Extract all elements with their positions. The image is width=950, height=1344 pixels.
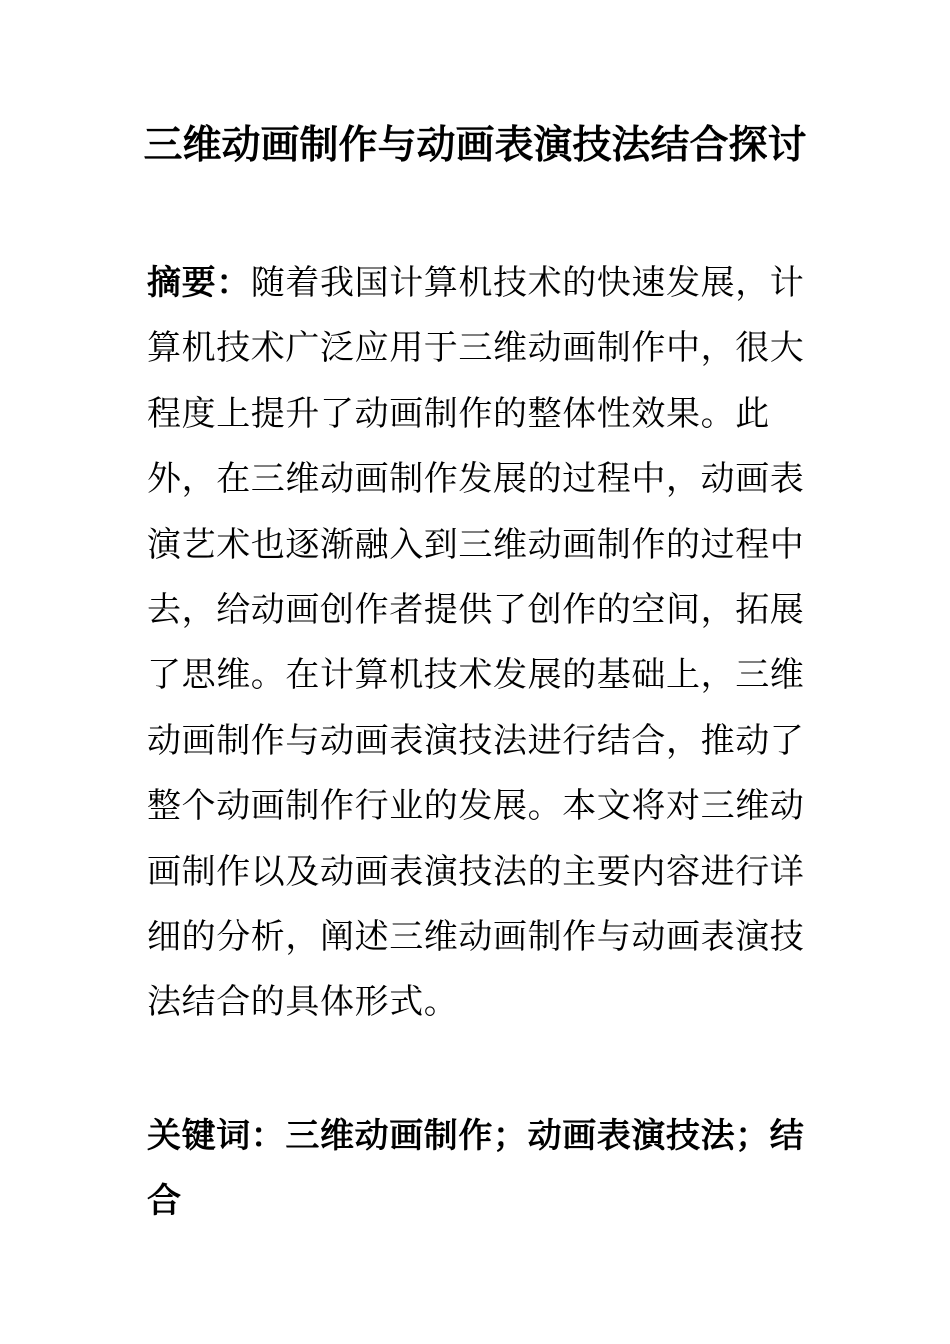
abstract-label: 摘要： [147,263,251,303]
abstract-paragraph [147,251,819,1036]
page-title: 三维动画制作与动画表演技法结合探讨 [143,122,807,168]
abstract-text: 随着我国计算机技术的快速发展，计算机技术广泛应用于三维动画制作中，很大程度上提升了动画制作的整体性效果。此外，在三维动画制作发展的过程中，动画表演艺术也逐渐融入到三维动画制作的过程中去，给动画创作者提供了创作的空间，拓展了思维。在计算机技术发展的基础上，三维动画制作与动画表演技法进行结合，推动了整个动画制作行业的发展。本文将对三维动画制作以及动画表演技法的主要内容进行详细的分析，阐述三维动画制作与动画表演技法结合的具体形式。 [147,263,805,1023]
keywords-text: 三维动画制作；动画表演技法；结合 [147,1116,805,1221]
keywords-label: 关键词： [147,1116,286,1156]
keywords-paragraph [147,1104,819,1234]
